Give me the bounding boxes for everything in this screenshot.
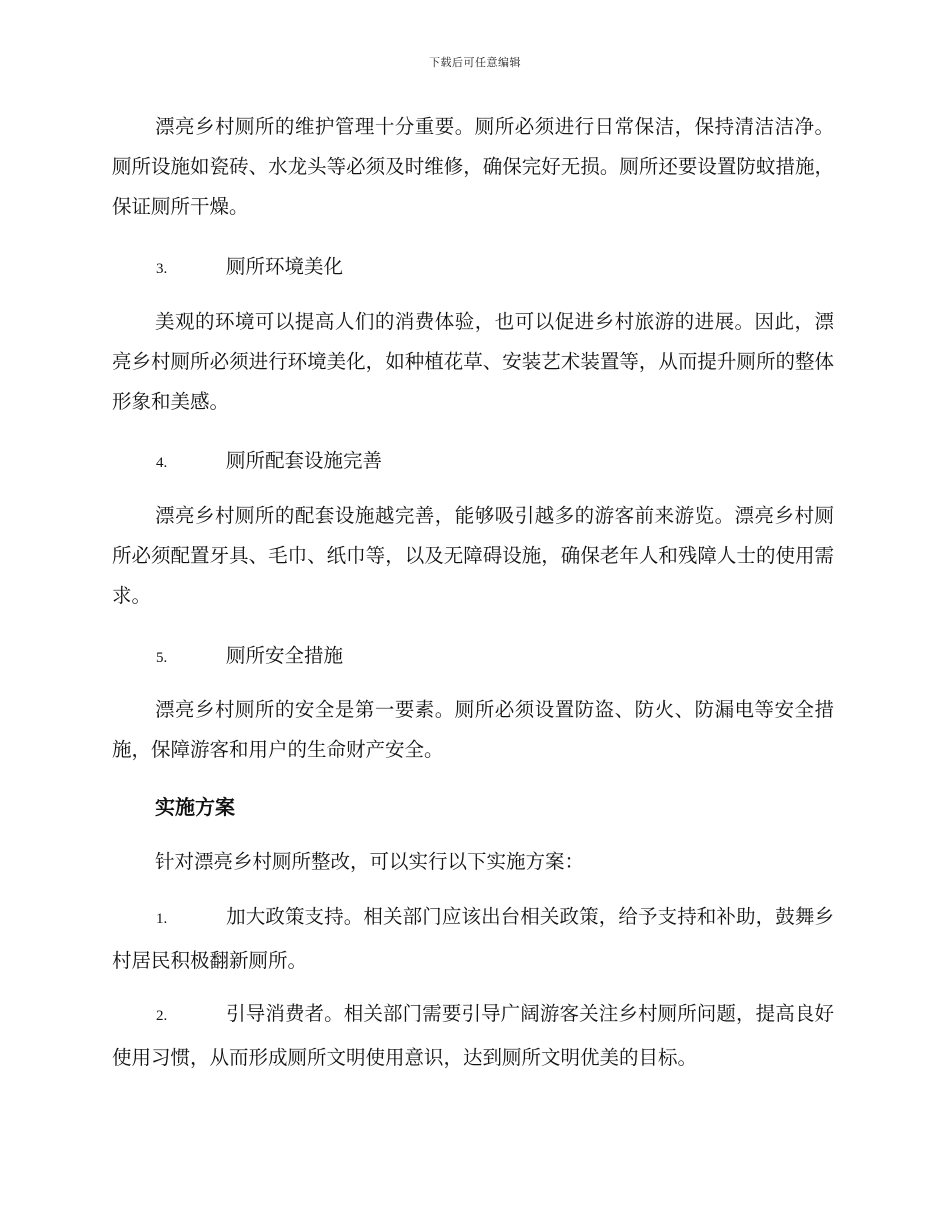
plan-item-2 (112, 993, 834, 1079)
list-item-3 (112, 247, 834, 289)
list-number: 1. (156, 911, 168, 927)
list-number: 4. (156, 455, 168, 471)
list-number: 2. (156, 1008, 168, 1024)
plan-item-text: 引导消费者。相关部门需要引导广阔游客关注乡村厕所问题，提高良好使用习惯，从而形成厕所文明使用意识，达到厕所文明优美的目标。 (112, 1002, 834, 1069)
list-item-5 (112, 636, 834, 678)
paragraph-environment: 美观的环境可以提高人们的消费体验，也可以促进乡村旅游的进展。因此，漂亮乡村厕所必须进行环境美化，如种植花草、安装艺术装置等，从而提升厕所的整体形象和美感。 (112, 310, 834, 413)
list-number: 5. (156, 650, 168, 666)
list-item-title: 厕所环境美化 (226, 255, 344, 278)
list-item-4 (112, 441, 834, 483)
paragraph-intro: 针对漂亮乡村厕所整改，可以实行以下实施方案： (155, 850, 585, 873)
plan-item-text: 加大政策支持。相关部门应该出台相关政策，给予支持和补助，鼓舞乡村居民积极翻新厕所。 (112, 905, 834, 972)
list-item-title: 厕所配套设施完善 (226, 449, 383, 472)
page-header: 下载后可任意编辑 (429, 56, 521, 69)
paragraph-maintenance: 漂亮乡村厕所的维护管理十分重要。厕所必须进行日常保洁，保持清洁洁净。厕所设施如瓷砖、水龙头等必须及时维修，确保完好无损。厕所还要设置防蚊措施，保证厕所干燥。 (112, 115, 834, 218)
list-number: 3. (156, 261, 168, 277)
plan-item-1 (112, 896, 834, 982)
paragraph-safety: 漂亮乡村厕所的安全是第一要素。厕所必须设置防盗、防火、防漏电等安全措施，保障游客和用户的生命财产安全。 (112, 698, 834, 761)
section-heading: 实施方案 (155, 795, 235, 819)
paragraph-facilities: 漂亮乡村厕所的配套设施越完善，能够吸引越多的游客前来游览。漂亮乡村厕所必须配置牙具、毛巾、纸巾等，以及无障碍设施，确保老年人和残障人士的使用需求。 (112, 504, 834, 607)
list-item-title: 厕所安全措施 (226, 644, 344, 667)
